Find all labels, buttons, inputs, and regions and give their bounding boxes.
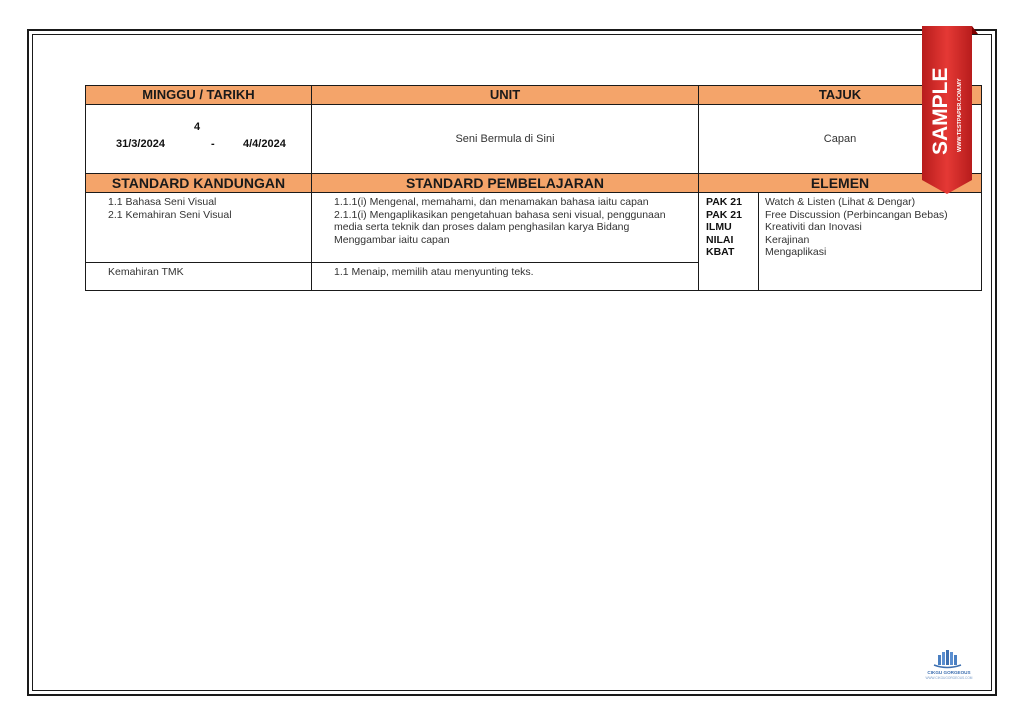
ribbon-main-text: SAMPLE xyxy=(929,67,952,155)
header-standard-pembelajaran: STANDARD PEMBELAJARAN xyxy=(312,174,699,193)
header-tajuk: TAJUK xyxy=(699,86,982,105)
cikgu-logo xyxy=(916,648,982,682)
tmk-pembelajaran: 1.1 Menaip, memilih atau menyunting teks. xyxy=(312,263,699,291)
elemen-value: Free Discussion (Perbincangan Bebas) xyxy=(765,208,948,221)
pembelajaran-item: 2.1.1(i) Mengaplikasikan pengetahuan bahasa seni visual, penggunaan media serta teknik dan proses dalam penghasilan karya Bidang Menggambar iaitu capan xyxy=(334,208,666,246)
header-minggu-tarikh: MINGGU / TARIKH xyxy=(86,86,312,105)
kandungan-item: 2.1 Kemahiran Seni Visual xyxy=(108,208,232,221)
pembelajaran-item: 1.1.1(i) Mengenal, memahami, dan menamakan bahasa iaitu capan xyxy=(334,196,649,208)
unit-value: Seni Bermula di Sini xyxy=(312,105,699,174)
elemen-value: Kreativiti dan Inovasi xyxy=(765,221,862,233)
elemen-label: PAK 21 xyxy=(706,208,742,221)
logo-text-2: WWW.CIKGUGORGEOUS.COM xyxy=(925,676,973,680)
sample-ribbon xyxy=(920,22,978,194)
header-unit: UNIT xyxy=(312,86,699,105)
lesson-plan-table xyxy=(85,85,982,291)
header-standard-kandungan: STANDARD KANDUNGAN xyxy=(86,174,312,193)
elemen-label: ILMU xyxy=(706,221,732,233)
header-row-1 xyxy=(86,86,982,105)
date-separator: - xyxy=(211,138,215,150)
content-row xyxy=(86,193,982,263)
elemen-labels-cell xyxy=(699,193,759,291)
date-end: 4/4/2024 xyxy=(243,138,286,150)
elemen-label: PAK 21 xyxy=(706,196,742,208)
elemen-value: Mengaplikasi xyxy=(765,246,827,258)
tajuk-value: Capan xyxy=(699,105,982,174)
elemen-label: NILAI xyxy=(706,233,734,246)
header-row-2 xyxy=(86,174,982,193)
elemen-value: Watch & Listen (Lihat & Dengar) xyxy=(765,196,916,208)
tmk-kandungan: Kemahiran TMK xyxy=(86,263,312,291)
pembelajaran-cell xyxy=(312,193,699,263)
week-number: 4 xyxy=(194,121,201,133)
elemen-label: KBAT xyxy=(706,246,735,258)
kandungan-item: 1.1 Bahasa Seni Visual xyxy=(108,196,217,208)
date-cell xyxy=(86,105,312,174)
info-row xyxy=(86,105,982,174)
header-elemen: ELEMEN xyxy=(699,174,982,193)
logo-text-1: CIKGU GORGEOUS xyxy=(927,670,971,675)
elemen-values-cell xyxy=(759,193,982,291)
date-start: 31/3/2024 xyxy=(116,138,165,150)
book-icon xyxy=(934,650,961,668)
ribbon-sub-text: WWW.TESTPAPER.COM.MY xyxy=(957,78,963,152)
kandungan-cell xyxy=(86,193,312,263)
elemen-value: Kerajinan xyxy=(765,233,810,246)
